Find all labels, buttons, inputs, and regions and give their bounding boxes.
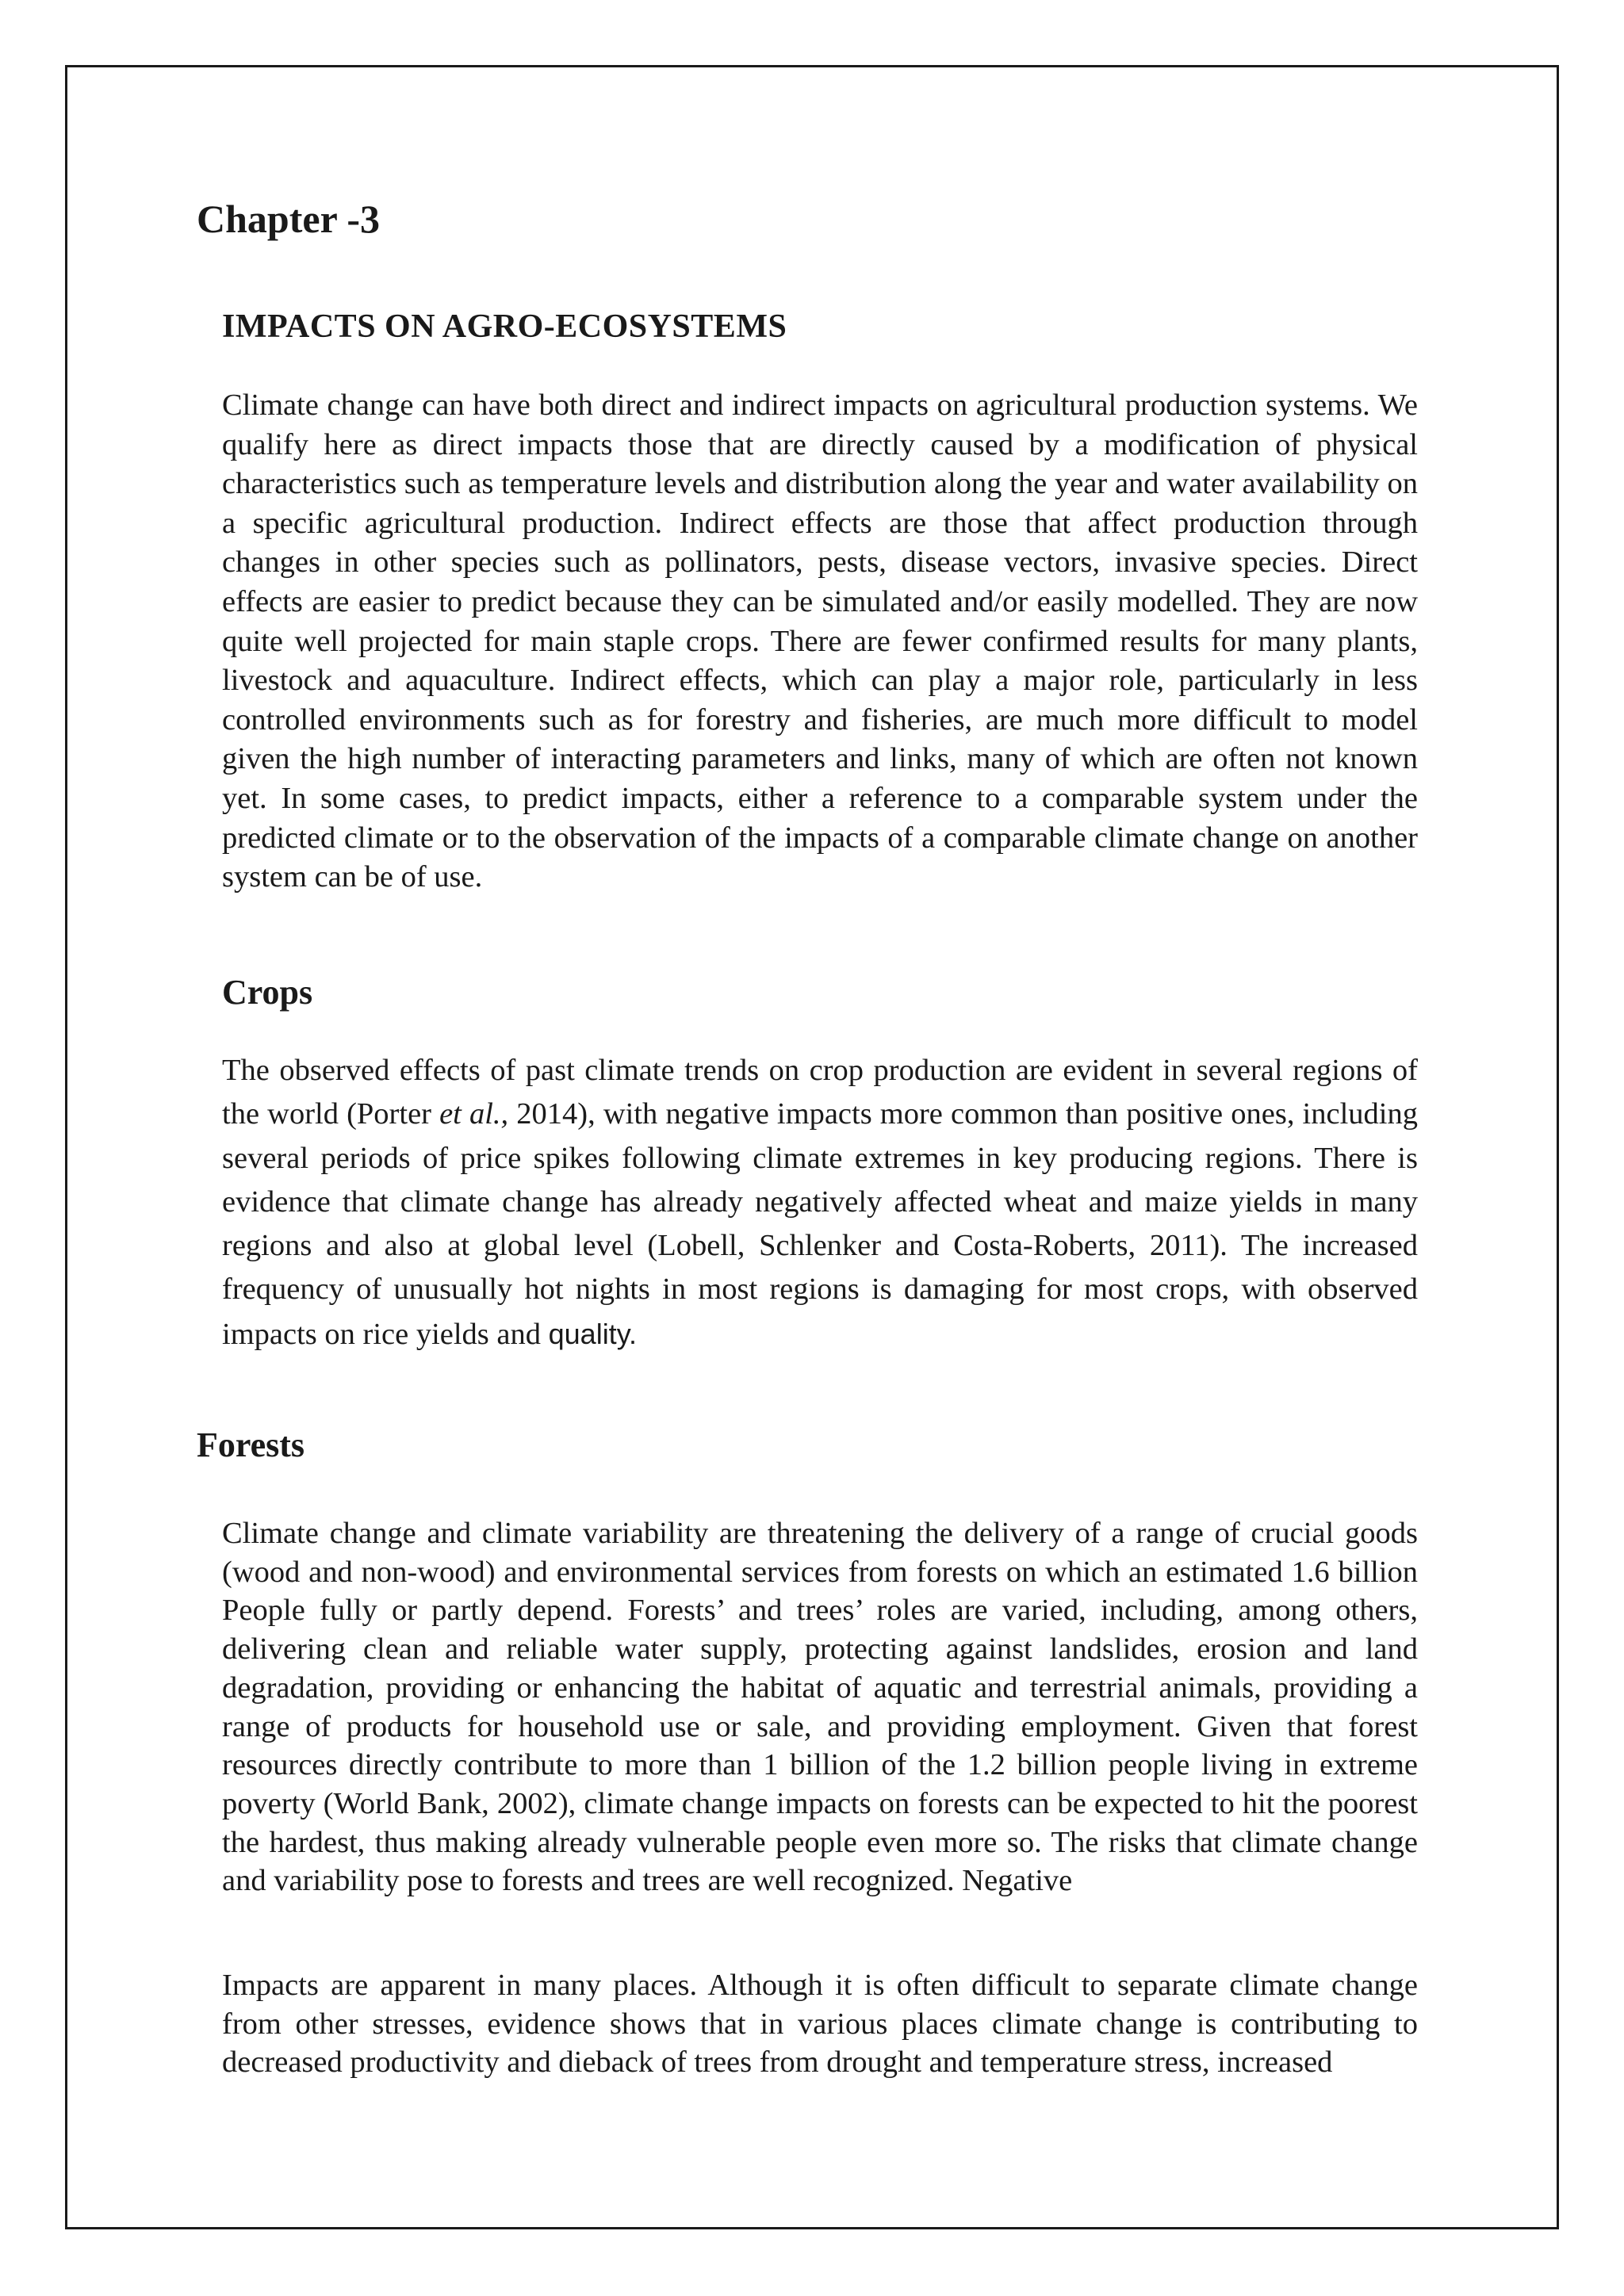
crops-text-before-citation: The observed effects of past climate trends on crop production are evident in several regions of the world (Porter [222,1054,1418,1131]
paragraph-forests-1: Climate change and climate variability are threatening the delivery of a range of crucial goods (wood and non-wood) and environmental services from forests on which an estimated 1.6 billion People fully or partly depend. Forests’ and trees’ roles are varied, including, among others, delivering clean and reliable water supply, protecting against landslides, erosion and land degradation, providing or enhancing the habitat of aquatic and terrestrial animals, providing a range of products for household use or sale, and providing employment. Given that forest resources directly contribute to more than 1 billion of the 1.2 billion people living in extreme poverty (World Bank, 2002), climate change impacts on forests can be expected to hit the poorest the hardest, thus making already vulnerable people even more so. The risks that climate change and variability pose to forests and trees are well recognized. Negative [222,1517,1418,1898]
crops-text-after-citation: 2014), with negative impacts more common than positive ones, including several periods of price spikes following climate extremes in key producing regions. There is evidence that climate change has already negatively affected wheat and maize yields in many regions and also at global level (Lobell, Schlenker and Costa-Roberts, 2011). The increased frequency of unusually hot nights in most regions is damaging for most crops, with observed impacts on rice yields and [222,1097,1418,1351]
crops-text-tail: quality. [548,1317,638,1350]
chapter-title: Chapter -3 [197,197,381,241]
crops-citation-italic: et al., [439,1097,509,1131]
section-heading-forests: Forests [197,1425,305,1464]
section-heading-impacts: IMPACTS ON AGRO-ECOSYSTEMS [222,308,787,345]
paragraph-forests-2: Impacts are apparent in many places. Although it is often difficult to separate climate change from other stresses, evidence shows that in various places climate change is contributing to decreased productivity and dieback of trees from drought and temperature stress, increased [222,1969,1418,2080]
paragraph-impacts: Climate change can have both direct and indirect impacts on agricultural production systems. We qualify here as direct impacts those that are directly caused by a modification of physical characteristics such as temperature levels and distribution along the year and water availability on a specific agricultural production. Indirect effects are those that affect production through changes in other species such as pollinators, pests, disease vectors, invasive species. Direct effects are easier to predict because they can be simulated and/or easily modelled. They are now quite well projected for main staple crops. There are fewer confirmed results for many plants, livestock and aquaculture. Indirect effects, which can play a major role, particularly in less controlled environments such as for forestry and fisheries, are much more difficult to model given the high number of interacting parameters and links, many of which are often not known yet. In some cases, to predict impacts, either a reference to a comparable system under the predicted climate or to the observation of the impacts of a comparable climate change on another system can be of use. [222,388,1418,894]
section-heading-crops: Crops [222,973,313,1012]
paragraph-crops [222,1049,1418,1357]
